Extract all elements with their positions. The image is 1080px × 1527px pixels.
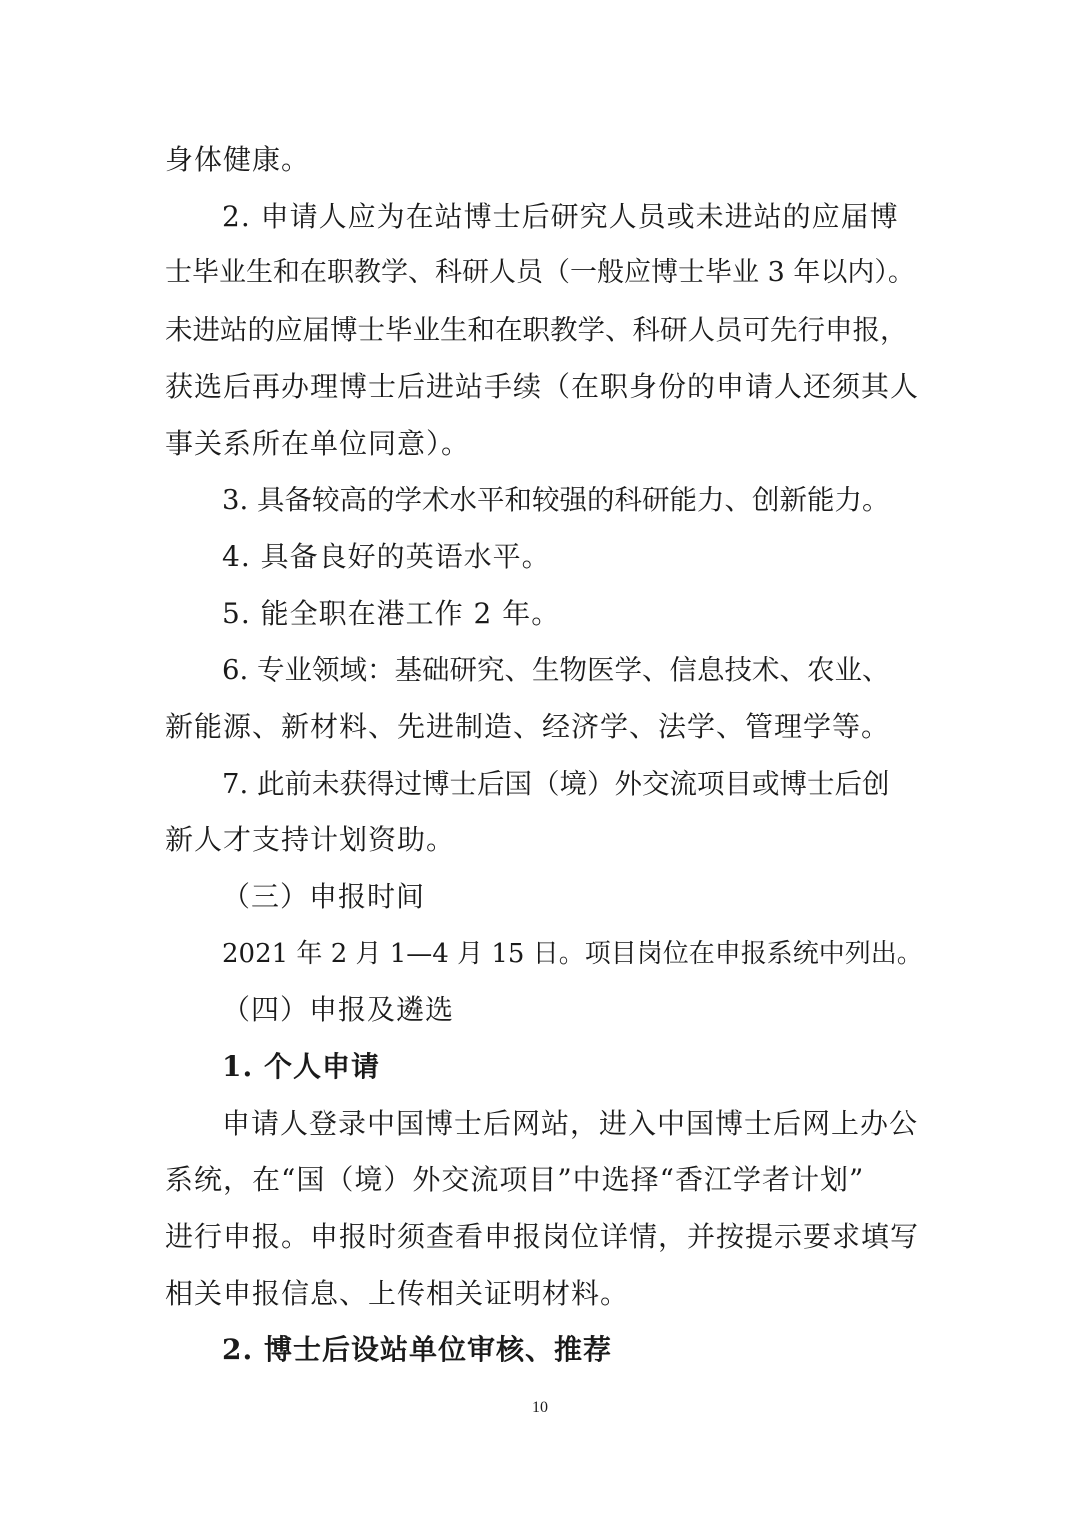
text-line: 3. 具备较高的学术水平和较强的科研能力、创新能力。 (222, 484, 890, 516)
page-number: 10 (532, 1399, 548, 1416)
subsection-heading: 2. 博士后设站单位审核、推荐 (222, 1333, 612, 1366)
text-line: 4. 具备良好的英语水平。 (222, 540, 551, 573)
text-line: 2021 年 2 月 1—4 月 15 日。项目岗位在申报系统中列出。 (222, 939, 923, 969)
text-line: 新能源、新材料、先进制造、经济学、法学、管理学等。 (165, 710, 891, 743)
text-line: 7. 此前未获得过博士后国（境）外交流项目或博士后创 (222, 768, 890, 800)
text-line: 事关系所在单位同意）。 (165, 427, 471, 460)
section-heading: （三）申报时间 (222, 880, 426, 913)
text-line: 申请人登录中国博士后网站，进入中国博士后网上办公 (222, 1107, 919, 1140)
section-heading: （四）申报及遴选 (222, 993, 455, 1026)
text-line: 2. 申请人应为在站博士后研究人员或未进站的应届博 (222, 200, 899, 233)
text-line: 获选后再办理博士后进站手续（在职身份的申请人还须其人 (165, 370, 920, 403)
text-line: 未进站的应届博士毕业生和在职教学、科研人员可先行申报， (165, 314, 908, 346)
text-line: 相关申报信息、上传相关证明材料。 (165, 1277, 630, 1310)
text-line: 士毕业生和在职教学、科研人员（一般应博士毕业 3 年以内）。 (165, 257, 915, 288)
text-line: 6. 专业领域：基础研究、生物医学、信息技术、农业、 (222, 654, 890, 686)
text-line: 5. 能全职在港工作 2 年。 (222, 597, 561, 630)
text-line: 进行申报。申报时须查看申报岗位详情，并按提示要求填写 (165, 1220, 920, 1253)
subsection-heading: 1. 个人申请 (222, 1050, 380, 1083)
text-line: 系统，在“国（境）外交流项目”中选择“香江学者计划” (165, 1163, 865, 1196)
text-line: 身体健康。 (165, 143, 311, 176)
text-line: 新人才支持计划资助。 (165, 823, 456, 856)
